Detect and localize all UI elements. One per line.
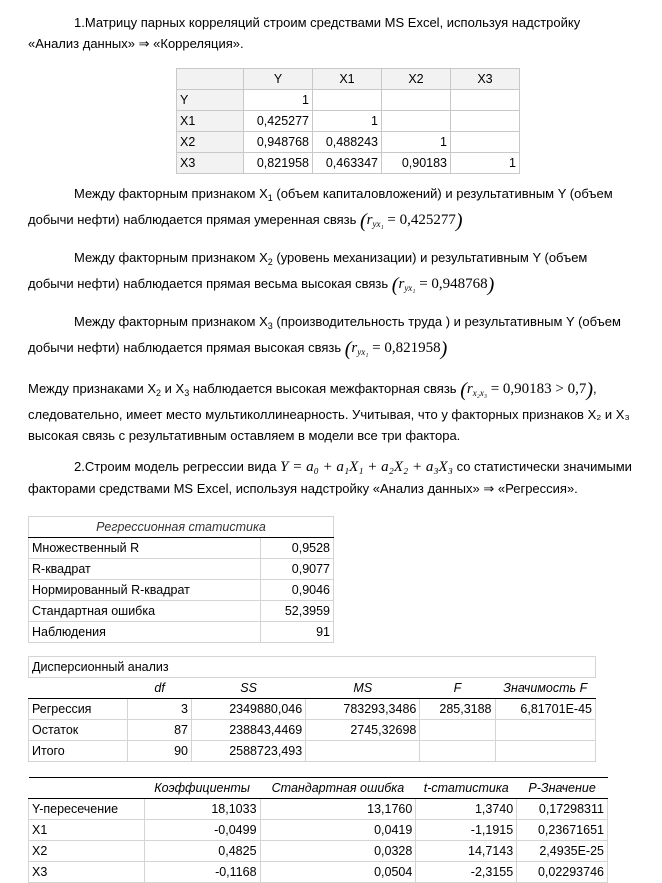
coef-cell: 0,23671651 <box>517 820 608 841</box>
table-row <box>29 559 334 580</box>
coef-cell: 0,0504 <box>260 862 416 883</box>
coef-cell: -0,1168 <box>144 862 260 883</box>
s1-text-a: Между факторным признаком X <box>74 186 268 201</box>
corr-cell: 0,821958 <box>244 153 313 174</box>
s2-val: = 0,948768 <box>415 276 488 292</box>
para2-line2b: «Регрессия». <box>497 481 578 496</box>
anova-cell: 783293,3486 <box>306 699 420 720</box>
corr-row-label: X1 <box>177 111 244 132</box>
s1-formula: $(r_{yx_1} = 0,425277)$ <box>359 210 463 232</box>
anova-header-blank <box>29 678 128 699</box>
corr-header-y: Y <box>244 69 313 90</box>
corr-cell <box>382 90 451 111</box>
anova-row-label: Итого <box>29 741 128 762</box>
anova-header-f: F <box>420 678 495 699</box>
table-row <box>29 538 334 559</box>
s1-val: = 0,425277 <box>383 212 456 228</box>
table-row <box>29 601 334 622</box>
s3-formula: $(r_{yx_1} = 0,821958)$ <box>344 338 448 360</box>
stat-value: 52,3959 <box>260 601 333 622</box>
corr-header-x1: X1 <box>313 69 382 90</box>
para1-line2a: «Анализ данных» <box>28 36 135 51</box>
s1-text-c: добычи нефти) наблюдается прямая умеренная связь <box>28 212 357 227</box>
table-row <box>29 820 608 841</box>
anova-header-ms: MS <box>306 678 420 699</box>
corr-cell: 1 <box>244 90 313 111</box>
table-row <box>177 153 520 174</box>
anova-header-df: df <box>128 678 192 699</box>
corr-cell <box>382 111 451 132</box>
coef-cell: 18,1033 <box>144 799 260 820</box>
s4-sub2: 2 <box>156 388 162 398</box>
s4-r: r <box>466 381 473 397</box>
coef-header-t-stat: t-статистика <box>416 778 517 799</box>
coef-cell: 1,3740 <box>416 799 517 820</box>
intro-paragraph-2 <box>28 456 648 499</box>
para2-line2a: факторами средствами MS Excel, используя надстройку «Анализ данных» <box>28 481 480 496</box>
table-row <box>177 90 520 111</box>
coef-row-label: Y-пересечение <box>29 799 145 820</box>
s1-r: r <box>366 212 373 228</box>
corr-cell: 1 <box>313 111 382 132</box>
table-row <box>29 699 596 720</box>
s3-text-b: (производительность труда ) и результативным Y (объем <box>272 314 621 329</box>
corr-row-label: X2 <box>177 132 244 153</box>
coef-header-blank <box>29 778 145 799</box>
s3-r: r <box>351 340 358 356</box>
s3-sub: 3 <box>267 321 273 331</box>
coef-cell: 14,7143 <box>416 841 517 862</box>
s2-text-b: (уровень механизации) и результативным Y (объем <box>272 250 588 265</box>
stat-label: R-квадрат <box>29 559 261 580</box>
corr-cell: 0,463347 <box>313 153 382 174</box>
corr-cell <box>313 90 382 111</box>
anova-cell: 2349880,046 <box>192 699 306 720</box>
coef-cell: -1,1915 <box>416 820 517 841</box>
anova-cell <box>420 720 495 741</box>
coef-cell: 13,1760 <box>260 799 416 820</box>
s2-formula: $(r_{yx_1} = 0,948768)$ <box>391 274 495 296</box>
statement-multicollinearity <box>28 378 648 446</box>
coef-row-label: X2 <box>29 841 145 862</box>
anova-cell: 87 <box>128 720 192 741</box>
s2-rsub: yx₁ <box>404 283 416 293</box>
stat-label: Стандартная ошибка <box>29 601 261 622</box>
stat-value: 91 <box>260 622 333 643</box>
anova-cell <box>420 741 495 762</box>
anova-cell: 6,81701E-45 <box>495 699 595 720</box>
s2-text-a: Между факторным признаком X <box>74 250 268 265</box>
coef-row-label: X1 <box>29 820 145 841</box>
s3-text-a: Между факторным признаком X <box>74 314 268 329</box>
correlation-matrix-table <box>176 68 520 174</box>
table-row <box>29 720 596 741</box>
corr-cell: 1 <box>382 132 451 153</box>
anova-cell <box>495 741 595 762</box>
table-row <box>29 622 334 643</box>
s4-sub3: 3 <box>184 388 190 398</box>
coef-header-coefficients: Коэффициенты <box>144 778 260 799</box>
table-row <box>29 799 608 820</box>
anova-row-label: Регрессия <box>29 699 128 720</box>
anova-row-label: Остаток <box>29 720 128 741</box>
anova-cell: 3 <box>128 699 192 720</box>
s4-val: = 0,90183 > 0,7 <box>486 381 587 397</box>
corr-header-x2: X2 <box>382 69 451 90</box>
implies-arrow-icon: ⇒ <box>483 481 495 496</box>
s1-text-b: (объем капиталовложений) и результативным Y (объем <box>272 186 613 201</box>
coef-cell: 0,0419 <box>260 820 416 841</box>
s2-r: r <box>398 276 405 292</box>
table-row <box>29 862 608 883</box>
corr-cell: 0,948768 <box>244 132 313 153</box>
para1-line1: 1.Матрицу парных корреляций строим средствами MS Excel, используя надстройку <box>74 15 581 30</box>
anova-title: Дисперсионный анализ <box>29 657 596 678</box>
corr-header-row <box>177 69 520 90</box>
anova-cell: 285,3188 <box>420 699 495 720</box>
implies-arrow-icon: ⇒ <box>138 36 150 51</box>
corr-cell: 0,90183 <box>382 153 451 174</box>
corr-cell <box>451 111 520 132</box>
corr-cell: 0,425277 <box>244 111 313 132</box>
coef-header-std-error: Стандартная ошибка <box>260 778 416 799</box>
s3-text-c: добычи нефти) наблюдается прямая высокая связь <box>28 340 342 355</box>
s4-text-c: наблюдается высокая межфакторная связь <box>189 381 457 396</box>
s4-rsub: x₂x₃ <box>472 388 487 398</box>
corr-cell: 1 <box>451 153 520 174</box>
para1-line2b: «Корреляция». <box>153 36 244 51</box>
coef-row-label: X3 <box>29 862 145 883</box>
anova-header-significance-f: Значимость F <box>495 678 595 699</box>
anova-cell: 90 <box>128 741 192 762</box>
stat-value: 0,9077 <box>260 559 333 580</box>
corr-cell: 0,488243 <box>313 132 382 153</box>
coef-cell: -2,3155 <box>416 862 517 883</box>
anova-cell: 238843,4469 <box>192 720 306 741</box>
anova-cell: 2588723,493 <box>192 741 306 762</box>
para2-text-a: 2.Строим модель регрессии вида <box>74 459 277 474</box>
s2-sub: 2 <box>267 257 273 267</box>
s4-tail: , <box>593 381 597 396</box>
table-row <box>29 741 596 762</box>
anova-table <box>28 656 596 762</box>
stat-label: Нормированный R-квадрат <box>29 580 261 601</box>
coef-cell: -0,0499 <box>144 820 260 841</box>
statement-x2 <box>28 247 648 299</box>
corr-row-label: X3 <box>177 153 244 174</box>
coefficients-table <box>28 777 608 883</box>
s1-sub: 1 <box>267 193 273 203</box>
stat-label: Наблюдения <box>29 622 261 643</box>
intro-paragraph-1 <box>28 12 648 54</box>
s4-line3: высокая связь с результативным оставляем в модели все три фактора. <box>28 428 461 443</box>
corr-header-blank <box>177 69 244 90</box>
anova-cell <box>495 720 595 741</box>
table-row <box>177 132 520 153</box>
table-row <box>177 111 520 132</box>
corr-cell <box>451 132 520 153</box>
anova-cell: 2745,32698 <box>306 720 420 741</box>
stat-label: Множественный R <box>29 538 261 559</box>
table-row <box>29 841 608 862</box>
s4-formula: $(r_{x_2x_3} = 0,90183 > 0,7)$ <box>460 379 594 401</box>
coef-header-row <box>29 778 608 799</box>
table-row <box>29 580 334 601</box>
coef-cell: 0,17298311 <box>517 799 608 820</box>
s4-text-b: и X <box>161 381 185 396</box>
statement-x3 <box>28 311 648 363</box>
s3-val: = 0,821958 <box>368 340 441 356</box>
coef-cell: 2,4935E-25 <box>517 841 608 862</box>
coef-cell: 0,02293746 <box>517 862 608 883</box>
s1-rsub: yx₁ <box>372 219 384 229</box>
coef-header-p-value: P-Значение <box>517 778 608 799</box>
corr-cell <box>451 90 520 111</box>
statement-x1 <box>28 183 648 235</box>
regression-statistics-table <box>28 516 334 643</box>
s4-line2: следовательно, имеет место мультиколлинеарность. Учитывая, что у факторных признаков X₂ и X₃ <box>28 407 630 422</box>
coef-cell: 0,0328 <box>260 841 416 862</box>
anova-cell <box>306 741 420 762</box>
s2-text-c: добычи нефти) наблюдается прямая весьма высокая связь <box>28 276 389 291</box>
corr-header-x3: X3 <box>451 69 520 90</box>
anova-header-row <box>29 678 596 699</box>
regression-formula: Y = a₀ + a₁X₁ + a₂X₂ + a₃X₃ <box>280 459 453 475</box>
coef-cell: 0,4825 <box>144 841 260 862</box>
corr-row-label: Y <box>177 90 244 111</box>
s4-text-a: Между признаками X <box>28 381 157 396</box>
stat-value: 0,9046 <box>260 580 333 601</box>
anova-header-ss: SS <box>192 678 306 699</box>
para2-text-b: со статистически значимыми <box>456 459 632 474</box>
stat-value: 0,9528 <box>260 538 333 559</box>
s3-rsub: yx₁ <box>357 347 369 357</box>
regression-statistics-title: Регрессионная статистика <box>29 517 334 538</box>
